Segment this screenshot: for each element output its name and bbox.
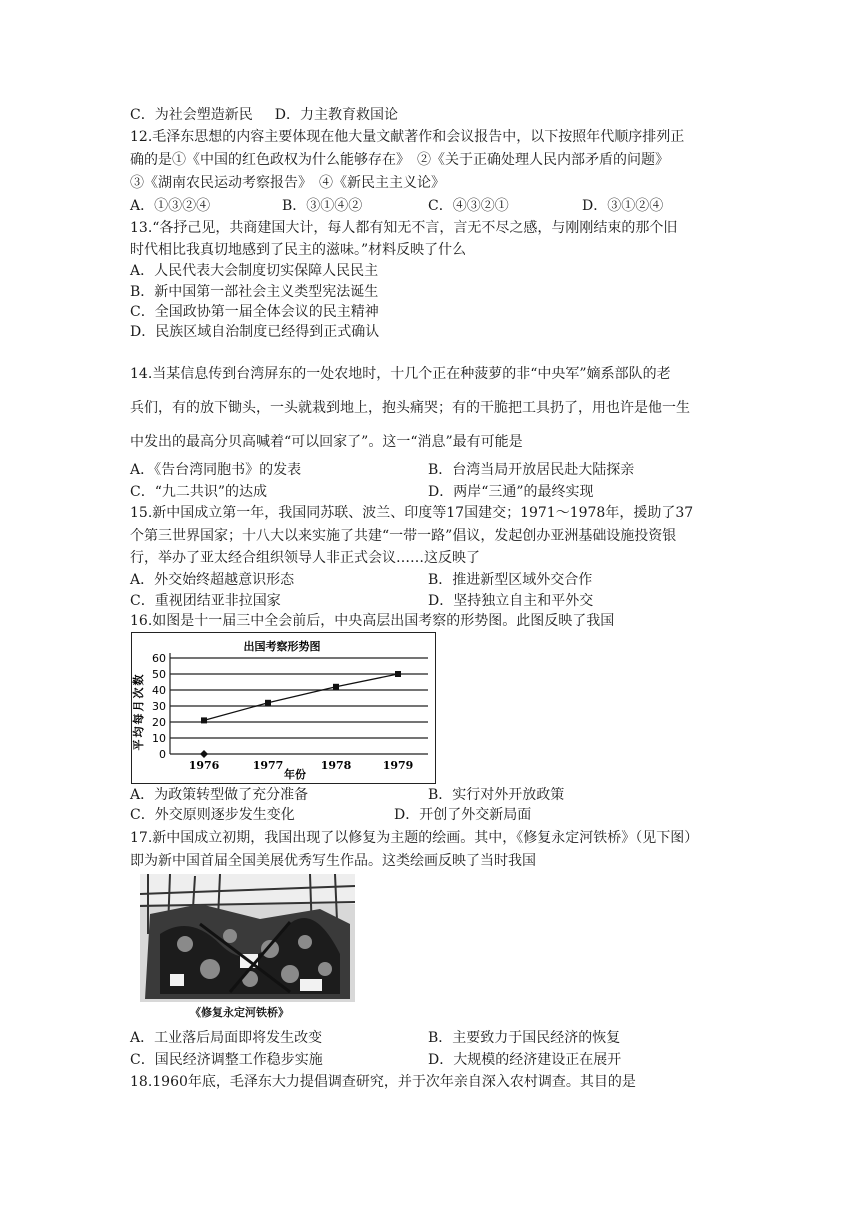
chart-y-axis-label-char: 均	[132, 726, 145, 738]
q12-stem-line3: ③《湖南农民运动考察报告》 ④《新民主主义论》	[130, 175, 445, 191]
q12-stem-line1: 12.毛泽东思想的内容主要体现在他大量文献著作和会议报告中，以下按照年代顺序排列正	[130, 129, 685, 145]
chart-title: 出国考察形势图	[243, 640, 321, 653]
q16-option-d: D．开创了外交新局面	[394, 807, 532, 823]
q17-painting-caption: 《修复永定河铁桥》	[190, 1006, 289, 1019]
chart-y-tick-label: 40	[152, 684, 166, 697]
q15-stem-line1: 15.新中国成立第一年，我国同苏联、波兰、印度等17国建交；1971～1978年，援助了37	[130, 505, 694, 521]
q17-stem-line1: 17.新中国成立初期，我国出现了以修复为主题的绘画。其中，《修复永定河铁桥》（见下图）	[130, 830, 699, 846]
q12-option-b: B．③①④②	[282, 198, 363, 214]
q13-option-d: D．民族区域自治制度已经得到正式确认	[130, 324, 380, 340]
chart-y-axis-label-char: 月	[132, 700, 145, 712]
q13-option-b: B．新中国第一部社会主义类型宪法诞生	[130, 284, 379, 300]
chart-y-tick-label: 30	[152, 700, 166, 713]
q15-option-b: B．推进新型区域外交合作	[428, 572, 593, 588]
q16-stem: 16.如图是十一届三中全会前后，中央高层出国考察的形势图。此图反映了我国	[130, 613, 615, 629]
q17-painting-image	[140, 874, 355, 1014]
q11-option-d: D．力主教育救国论	[274, 107, 398, 123]
q17-option-d: D．大规模的经济建设正在展开	[428, 1052, 622, 1068]
chart-data-point	[265, 700, 271, 706]
q16-option-a: A．为政策转型做了充分准备	[130, 787, 309, 803]
chart-y-tick-label: 50	[152, 668, 166, 681]
chart-data-point	[201, 717, 207, 723]
chart-y-axis-label-char: 每	[132, 713, 145, 725]
q14-option-c: C．“九二共识”的达成	[130, 484, 268, 500]
q16-option-c: C．外交原则逐步发生变化	[130, 807, 295, 823]
chart-y-tick-label: 60	[152, 652, 166, 665]
chart-x-tick-label: 1977	[252, 759, 284, 772]
q12-option-a: A．①③②④	[130, 198, 211, 214]
q13-stem-line2: 时代相比我真切地感到了民主的滋味。”材料反映了什么	[130, 242, 467, 258]
q13-option-c: C．全国政协第一届全体会议的民主精神	[130, 304, 379, 320]
q15-option-c: C．重视团结亚非拉国家	[130, 593, 281, 609]
q16-option-b: B．实行对外开放政策	[428, 787, 565, 803]
q15-option-a: A．外交始终超越意识形态	[130, 572, 295, 588]
chart-y-tick-label: 10	[152, 732, 166, 745]
chart-series-line	[204, 674, 398, 720]
q14-stem-line3: 中发出的最高分贝高喊着“可以回家了”。这一“消息”最有可能是	[130, 434, 523, 450]
q14-stem-line1: 14.当某信息传到台湾屏东的一处农地时，十几个正在种菠萝的非“中央军”嫡系部队的老	[130, 366, 671, 382]
q17-option-c: C．国民经济调整工作稳步实施	[130, 1052, 323, 1068]
chart-x-tick-label: 1979	[382, 759, 414, 772]
q15-stem-line3: 行，举办了亚太经合组织领导人非正式会议……这反映了	[130, 550, 480, 566]
chart-extra-point	[200, 750, 208, 758]
q17-stem-line2: 即为新中国首届全国美展优秀写生作品。这类绘画反映了当时我国	[130, 853, 536, 869]
q17-option-b: B．主要致力于国民经济的恢复	[428, 1030, 621, 1046]
q11-options	[130, 105, 398, 125]
q12-stem-line2: 确的是①《中国的红色政权为什么能够存在》 ②《关于正确处理人民内部矛盾的问题》	[130, 152, 669, 168]
q17-option-a: A．工业落后局面即将发生改变	[130, 1030, 323, 1046]
chart-y-axis-label-char: 数	[132, 674, 145, 686]
chart-x-tick-label: 1978	[320, 759, 352, 772]
chart-y-axis-label-char: 次	[132, 687, 145, 699]
chart-y-tick-label: 0	[159, 748, 166, 761]
q16-chart-frame	[131, 632, 436, 784]
q14-option-d: D．两岸“三通”的最终实现	[428, 484, 594, 500]
q12-option-d: D．③①②④	[582, 198, 664, 214]
q14-option-a: A．《告台湾同胞书》的发表	[130, 462, 302, 478]
chart-y-tick-label: 20	[152, 716, 166, 729]
q18-stem: 18.1960年底，毛泽东大力提倡调查研究，并于次年亲自深入农村调查。其目的是	[130, 1074, 636, 1090]
chart-data-point	[333, 684, 339, 690]
q15-stem-line2: 个第三世界国家；十八大以来实施了共建“一带一路”倡议，发起创办亚洲基础设施投资银	[130, 528, 677, 544]
q14-stem-line2: 兵们，有的放下锄头，一头就栽到地上，抱头痛哭；有的干脆把工具扔了，用也许是他一生	[130, 400, 690, 416]
q16-line-chart	[132, 633, 435, 783]
q15-option-d: D．坚持独立自主和平外交	[428, 593, 594, 609]
q14-option-b: B．台湾当局开放居民赴大陆探亲	[428, 462, 635, 478]
chart-data-point	[395, 671, 401, 677]
q13-stem-line1: 13.“各抒己见，共商建国大计，每人都有知无不言，言无不尽之感，与刚刚结束的那个旧	[130, 220, 678, 236]
q11-option-c: C．为社会塑造新民	[130, 107, 253, 123]
chart-x-tick-label: 1976	[188, 759, 220, 772]
q13-option-a: A．人民代表大会制度切实保障人民民主	[130, 263, 379, 279]
q12-option-c: C．④③②①	[428, 198, 509, 214]
chart-y-axis-label-char: 平	[132, 739, 145, 751]
chart-x-axis-label: 年份	[284, 768, 306, 781]
